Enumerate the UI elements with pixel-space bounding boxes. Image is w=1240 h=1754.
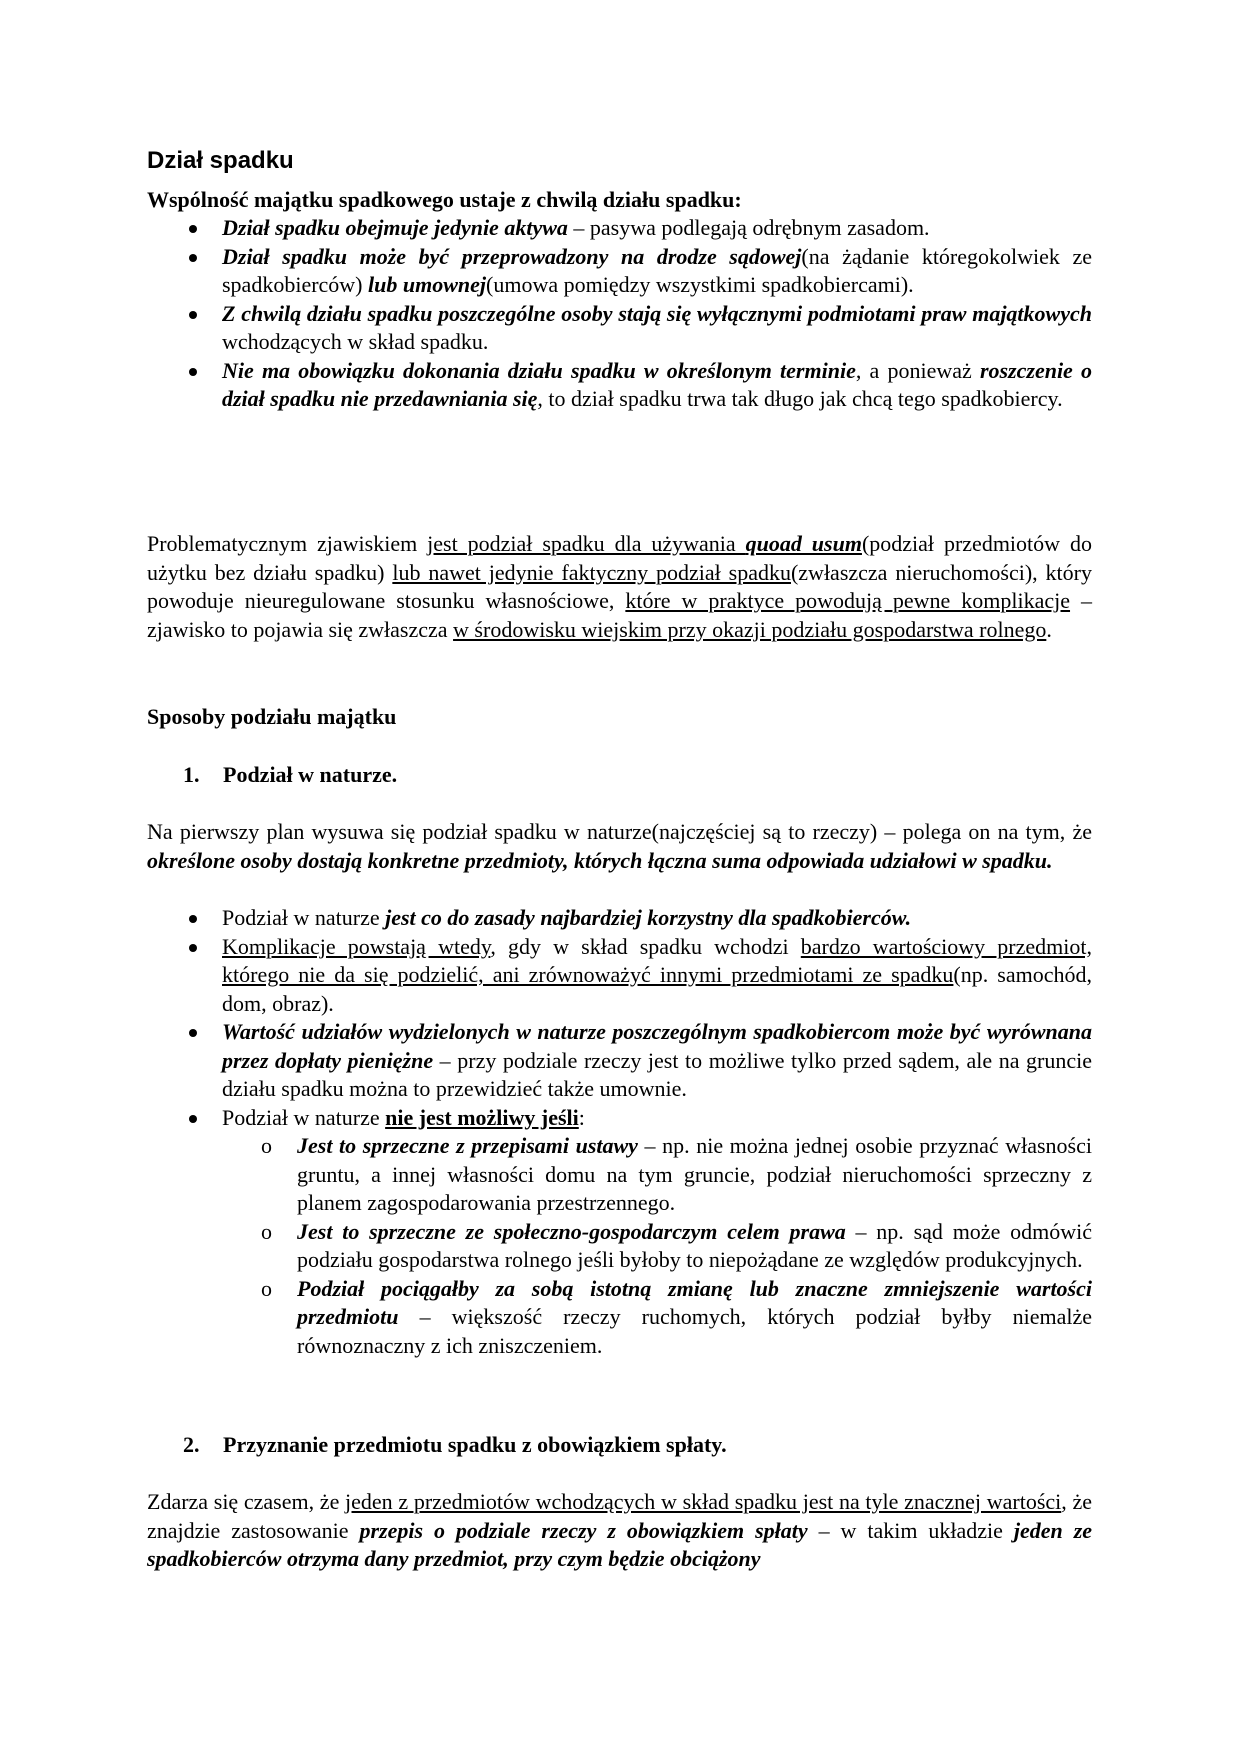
bullet-icon [189, 254, 197, 262]
list-item: Podział w naturze nie jest możliwy jeśli: o Jest to sprzeczne z przepisami ustawy – np. nie można jednej osobie przyznać własności gruntu, a innej własności domu na tym gruncie, podział nieruchomości sprzeczny z planem zagospodarowania przestrzennego. o Jest to sprzeczne ze społeczno-gospodarczym celem prawa – np. sąd może odmówić podziału gospodarstwa rolnego jeśli byłoby to niepożądane ze względów produkcyjnych. o Podział pociągałby za sobą istotną zmianę lub znaczne zmniejszenie wartości przedmiotu – większość rzeczy ruchomych, których podział byłby niemalże równoznaczny z ich zniszczeniem. [147, 1104, 1092, 1361]
list-item: Z chwilą działu spadku poszczególne osoby stają się wyłącznymi podmiotami praw majątkowych wchodzących w skład spadku. [147, 300, 1092, 357]
bullet-icon [189, 368, 197, 376]
section-1-number: 1. [183, 762, 200, 787]
sub-list-item: o Podział pociągałby za sobą istotną zmianę lub znaczne zmniejszenie wartości przedmiotu – większość rzeczy ruchomych, których podział byłby niemalże równoznaczny z ich zniszczeniem. [261, 1275, 1092, 1358]
sub-list-item: o Jest to sprzeczne z przepisami ustawy – np. nie można jednej osobie przyznać własności gruntu, a innej własności domu na tym gruncie, podział nieruchomości sprzeczny z planem zagospodarowania przestrzennego. [261, 1133, 1092, 1215]
list-item: Wartość udziałów wydzielonych w naturze poszczególnym spadkobiercom może być wyrównana przez dopłaty pieniężne – przy podziale rzeczy jest to możliwe tylko przed sądem, ale na gruncie działu spadku można to przewidzieć także umownie. [147, 1018, 1092, 1104]
intro-bullet-list [147, 214, 1092, 414]
circle-bullet-icon: o [261, 1275, 272, 1301]
section-1-paragraph: Na pierwszy plan wysuwa się podział spadku w naturze(najczęściej są to rzeczy) – polega on na tym, że określone osoby dostają konkretne przedmioty, których łączna suma odpowiada udziałowi w spadku. [147, 819, 1092, 873]
section-2-paragraph: Zdarza się czasem, że jeden z przedmiotów wchodzących w skład spadku jest na tyle znacznej wartości, że znajdzie zastosowanie przepis o podziale rzeczy z obowiązkiem spłaty – w takim układzie jeden ze spadkobierców otrzyma dany przedmiot, przy czym będzie obciążony [147, 1489, 1093, 1571]
section-1-bullet-list [147, 904, 1092, 1360]
bullet-icon [189, 1029, 197, 1037]
page-title: Dział spadku [147, 147, 294, 174]
bullet-icon [189, 944, 197, 952]
intro-heading: Wspólność majątku spadkowego ustaje z chwilą działu spadku: [147, 187, 742, 212]
bullet-icon [189, 311, 197, 319]
sub-list [147, 1132, 1092, 1360]
methods-heading: Sposoby podziału majątku [147, 704, 397, 729]
section-2-heading: Przyznanie przedmiotu spadku z obowiązkiem spłaty. [223, 1432, 727, 1457]
list-item: Nie ma obowiązku dokonania działu spadku w określonym terminie, a ponieważ roszczenie o dział spadku nie przedawniania się, to dział spadku trwa tak długo jak chcą tego spadkobiercy. [147, 357, 1092, 414]
list-item: Dział spadku może być przeprowadzony na drodze sądowej(na żądanie któregokolwiek ze spadkobierców) lub umownej(umowa pomiędzy wszystkimi spadkobiercami). [147, 243, 1092, 300]
sub-list-item: o Jest to sprzeczne ze społeczno-gospodarczym celem prawa – np. sąd może odmówić podziału gospodarstwa rolnego jeśli byłoby to niepożądane ze względów produkcyjnych. [261, 1218, 1092, 1272]
section-2-number: 2. [183, 1432, 200, 1457]
problem-paragraph: Problematycznym zjawiskiem jest podział spadku dla używania quoad usum(podział przedmiotów do użytku bez działu spadku) lub nawet jedynie faktyczny podział spadku(zwłaszcza nieruchomości), który powoduje nieuregulowane stosunku własnościowe, które w praktyce powodują pewne komplikacje – zjawisko to pojawia się zwłaszcza w środowisku wiejskim przy okazji podziału gospodarstwa rolnego. [147, 531, 1093, 642]
bullet-icon [189, 915, 197, 923]
circle-bullet-icon: o [261, 1218, 272, 1244]
bullet-icon [189, 1115, 197, 1123]
list-item: Podział w naturze jest co do zasady najbardziej korzystny dla spadkobierców. [147, 904, 1092, 933]
list-item: Dział spadku obejmuje jedynie aktywa – pasywa podlegają odrębnym zasadom. [147, 214, 1092, 243]
bullet-icon [189, 225, 197, 233]
circle-bullet-icon: o [261, 1133, 272, 1158]
list-item: Komplikacje powstają wtedy, gdy w skład spadku wchodzi bardzo wartościowy przedmiot, którego nie da się podzielić, ani zrównoważyć innymi przedmiotami ze spadku(np. samochód, dom, obraz). [147, 933, 1092, 1019]
section-1-heading: Podział w naturze. [223, 762, 398, 787]
